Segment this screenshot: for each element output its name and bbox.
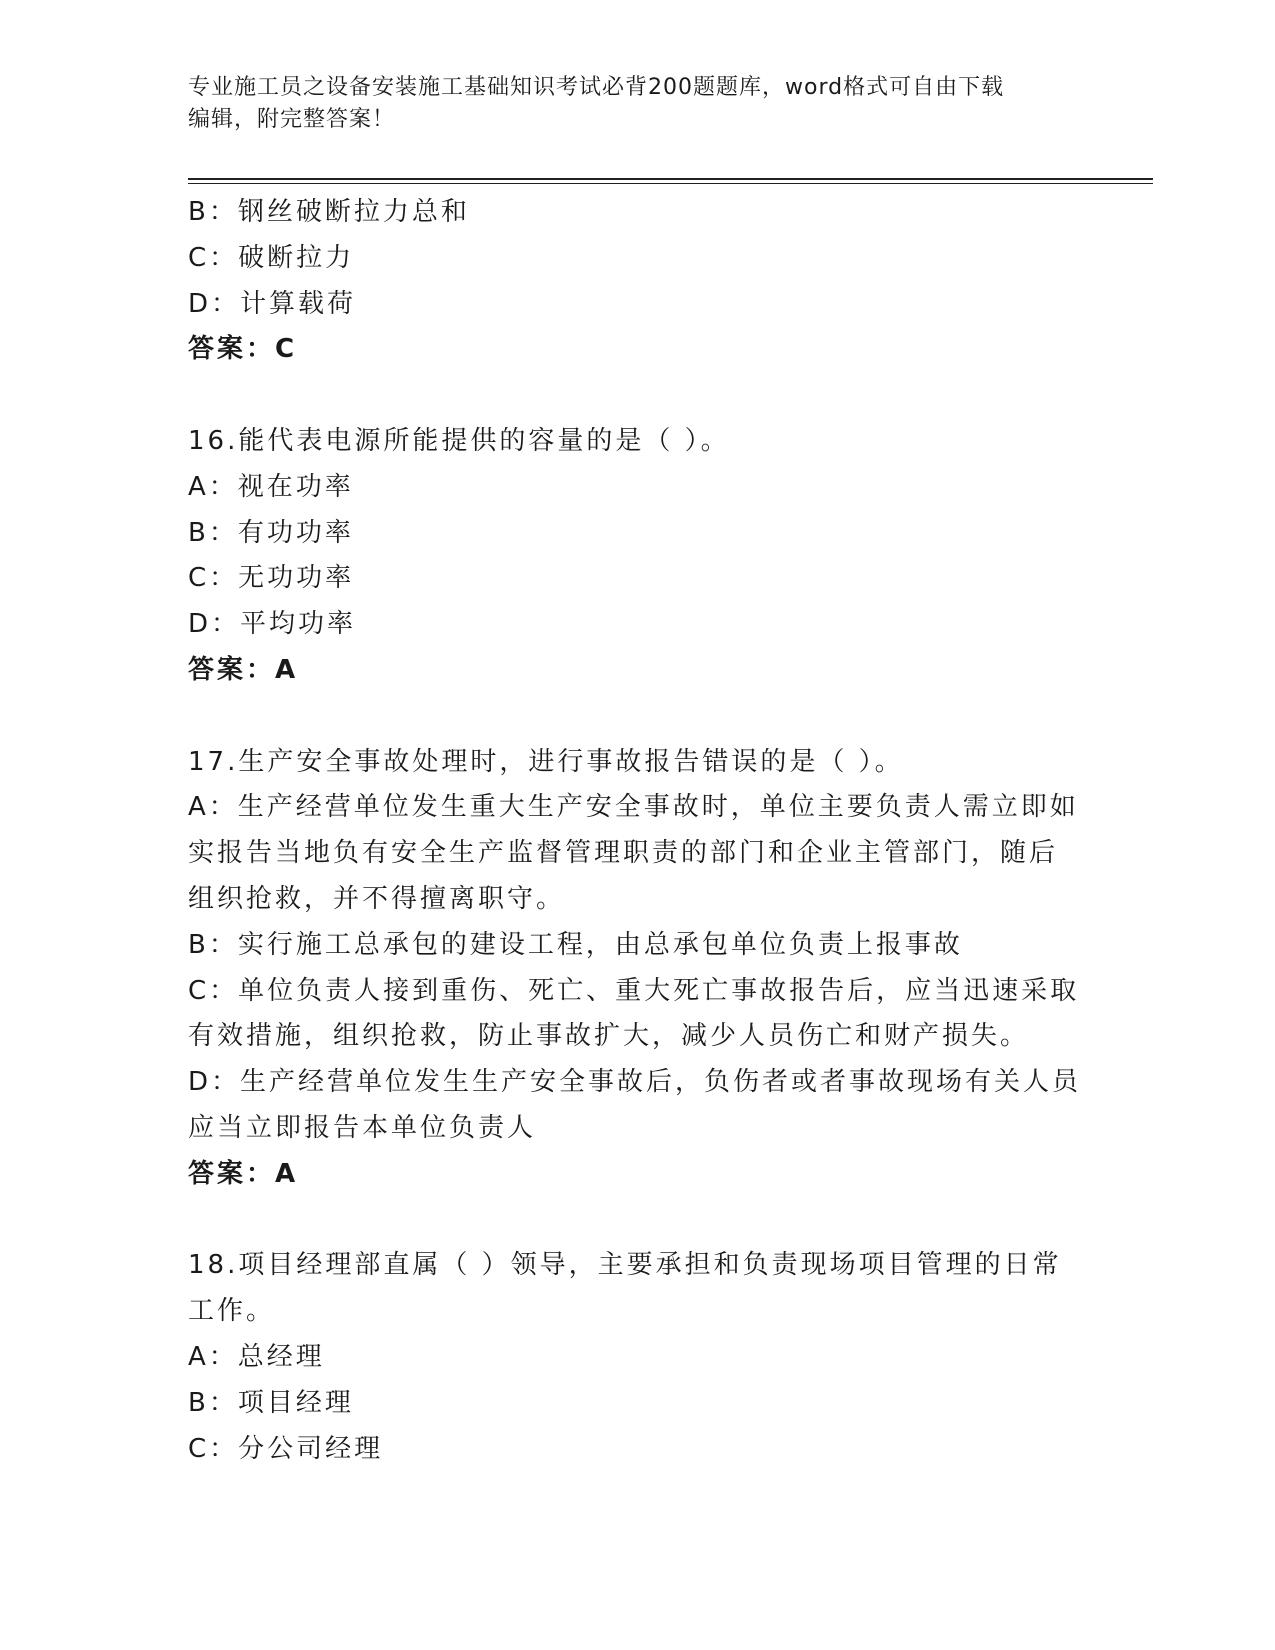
document-header bbox=[188, 72, 1088, 136]
q16-question: 16.能代表电源所能提供的容量的是（ ）。 bbox=[188, 425, 730, 456]
q17-option-c-line-1: C：单位负责人接到重伤、死亡、重大死亡事故报告后，应当迅速采取 bbox=[188, 975, 1080, 1006]
q17-option-d-line-1: D：生产经营单位发生生产安全事故后，负伤者或者事故现场有关人员 bbox=[188, 1067, 1082, 1098]
header-divider-thin bbox=[188, 183, 1153, 184]
q16-option-c: C：无功功率 bbox=[188, 563, 355, 594]
question-list bbox=[188, 190, 1088, 1472]
header-divider bbox=[188, 178, 1153, 180]
q17-option-a-line-1: A：生产经营单位发生重大生产安全事故时，单位主要负责人需立即如 bbox=[188, 792, 1079, 823]
spacer bbox=[188, 694, 1088, 740]
spacer bbox=[188, 373, 1088, 419]
q16-answer: 答案：A bbox=[188, 654, 299, 685]
q18-question-line-1: 18.项目经理部直属（ ）领导，主要承担和负责现场项目管理的日常 bbox=[188, 1250, 1062, 1281]
q15-option-c: C：破断拉力 bbox=[188, 242, 355, 273]
q18-option-c: C：分公司经理 bbox=[188, 1433, 384, 1464]
q18-option-a: A：总经理 bbox=[188, 1341, 325, 1372]
question-16-block bbox=[188, 419, 1088, 694]
q18-option-b: B：项目经理 bbox=[188, 1387, 354, 1418]
q17-option-d-line-2: 应当立即报告本单位负责人 bbox=[188, 1112, 537, 1143]
q16-option-b: B：有功功率 bbox=[188, 517, 354, 548]
spacer bbox=[188, 1198, 1088, 1244]
q16-option-d: D：平均功率 bbox=[188, 609, 357, 640]
question-18-block bbox=[188, 1243, 1088, 1472]
q17-option-a-line-2: 实报告当地负有安全生产监督管理职责的部门和企业主管部门，随后 bbox=[188, 838, 1059, 869]
q17-option-b: B：实行施工总承包的建设工程，由总承包单位负责上报事故 bbox=[188, 929, 963, 960]
q15-option-d: D：计算载荷 bbox=[188, 288, 357, 319]
q15-answer: 答案：C bbox=[188, 334, 298, 365]
header-line-2: 编辑，附完整答案！ bbox=[188, 107, 396, 132]
question-15-block bbox=[188, 190, 1088, 373]
q15-option-b: B：钢丝破断拉力总和 bbox=[188, 197, 470, 227]
header-line-1: 专业施工员之设备安装施工基础知识考试必背200题题库，word格式可自由下载 bbox=[188, 75, 1005, 100]
q17-option-a-line-3: 组织抢救，并不得擅离职守。 bbox=[188, 883, 566, 914]
question-17-block bbox=[188, 740, 1088, 1198]
q18-question-line-2: 工作。 bbox=[188, 1296, 276, 1327]
q16-option-a: A：视在功率 bbox=[188, 471, 354, 502]
q17-question: 17.生产安全事故处理时，进行事故报告错误的是（ ）。 bbox=[188, 746, 904, 777]
q17-option-c-line-2: 有效措施，组织抢救，防止事故扩大，减少人员伤亡和财产损失。 bbox=[188, 1021, 1030, 1052]
q17-answer: 答案：A bbox=[188, 1158, 299, 1189]
